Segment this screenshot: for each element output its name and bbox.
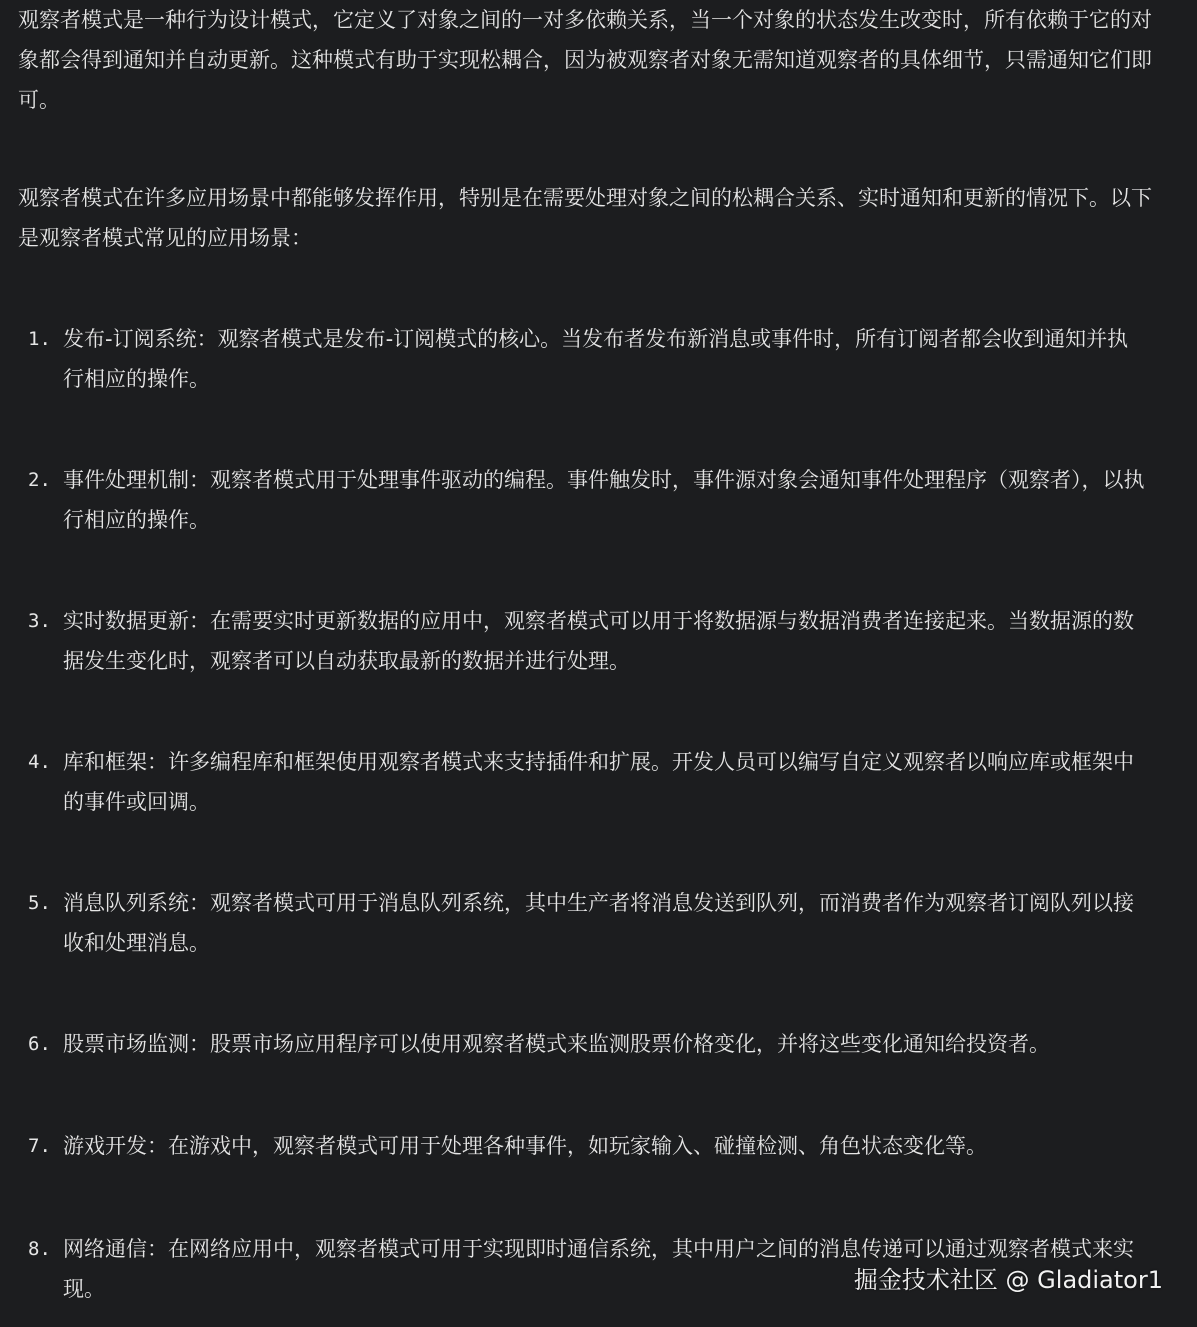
- list-item: [18, 1126, 1158, 1166]
- list-item: [18, 742, 1158, 822]
- list-item-text: 发布-订阅系统：观察者模式是发布-订阅模式的核心。当发布者发布新消息或事件时，所有订阅者都会收到通知并执行相应的操作。: [63, 327, 1129, 391]
- list-item-number: 1.: [28, 328, 51, 350]
- list-item-number: 5.: [28, 892, 51, 914]
- list-item-number: 2.: [28, 469, 51, 491]
- list-item-number: 6.: [28, 1033, 51, 1055]
- intro-paragraph-1: 观察者模式是一种行为设计模式，它定义了对象之间的一对多依赖关系，当一个对象的状态发生改变时，所有依赖于它的对象都会得到通知并自动更新。这种模式有助于实现松耦合，因为被观察者对象无需知道观察者的具体细节，只需通知它们即可。: [18, 8, 1152, 112]
- list-item-text: 股票市场监测：股票市场应用程序可以使用观察者模式来监测股票价格变化，并将这些变化通知给投资者。: [63, 1032, 1050, 1056]
- list-item-number: 7.: [28, 1135, 51, 1157]
- list-item-text: 网络通信：在网络应用中，观察者模式可用于实现即时通信系统，其中用户之间的消息传递可以通过观察者模式来实现。: [63, 1237, 1134, 1301]
- list-item-number: 8.: [28, 1238, 51, 1260]
- list-item-number: 3.: [28, 610, 51, 632]
- intro-paragraph-2: 观察者模式在许多应用场景中都能够发挥作用，特别是在需要处理对象之间的松耦合关系、实时通知和更新的情况下。以下是观察者模式常见的应用场景：: [18, 186, 1152, 250]
- list-item: [18, 601, 1158, 681]
- list-item-text: 库和框架：许多编程库和框架使用观察者模式来支持插件和扩展。开发人员可以编写自定义观察者以响应库或框架中的事件或回调。: [63, 750, 1134, 814]
- list-item-text: 游戏开发：在游戏中，观察者模式可用于处理各种事件，如玩家输入、碰撞检测、角色状态变化等。: [63, 1134, 987, 1158]
- list-item: [18, 460, 1158, 540]
- list-item-text: 消息队列系统：观察者模式可用于消息队列系统，其中生产者将消息发送到队列，而消费者作为观察者订阅队列以接收和处理消息。: [63, 891, 1134, 955]
- list-item-text: 事件处理机制：观察者模式用于处理事件驱动的编程。事件触发时，事件源对象会通知事件处理程序（观察者），以执行相应的操作。: [63, 468, 1145, 532]
- list-item: [18, 1024, 1158, 1064]
- list-item: [18, 883, 1158, 963]
- list-item: [18, 319, 1158, 399]
- list-item-number: 4.: [28, 751, 51, 773]
- list-item-text: 实时数据更新：在需要实时更新数据的应用中，观察者模式可以用于将数据源与数据消费者连接起来。当数据源的数据发生变化时，观察者可以自动获取最新的数据并进行处理。: [63, 609, 1134, 673]
- watermark: 掘金技术社区 @ Gladiator1: [853, 1266, 1163, 1294]
